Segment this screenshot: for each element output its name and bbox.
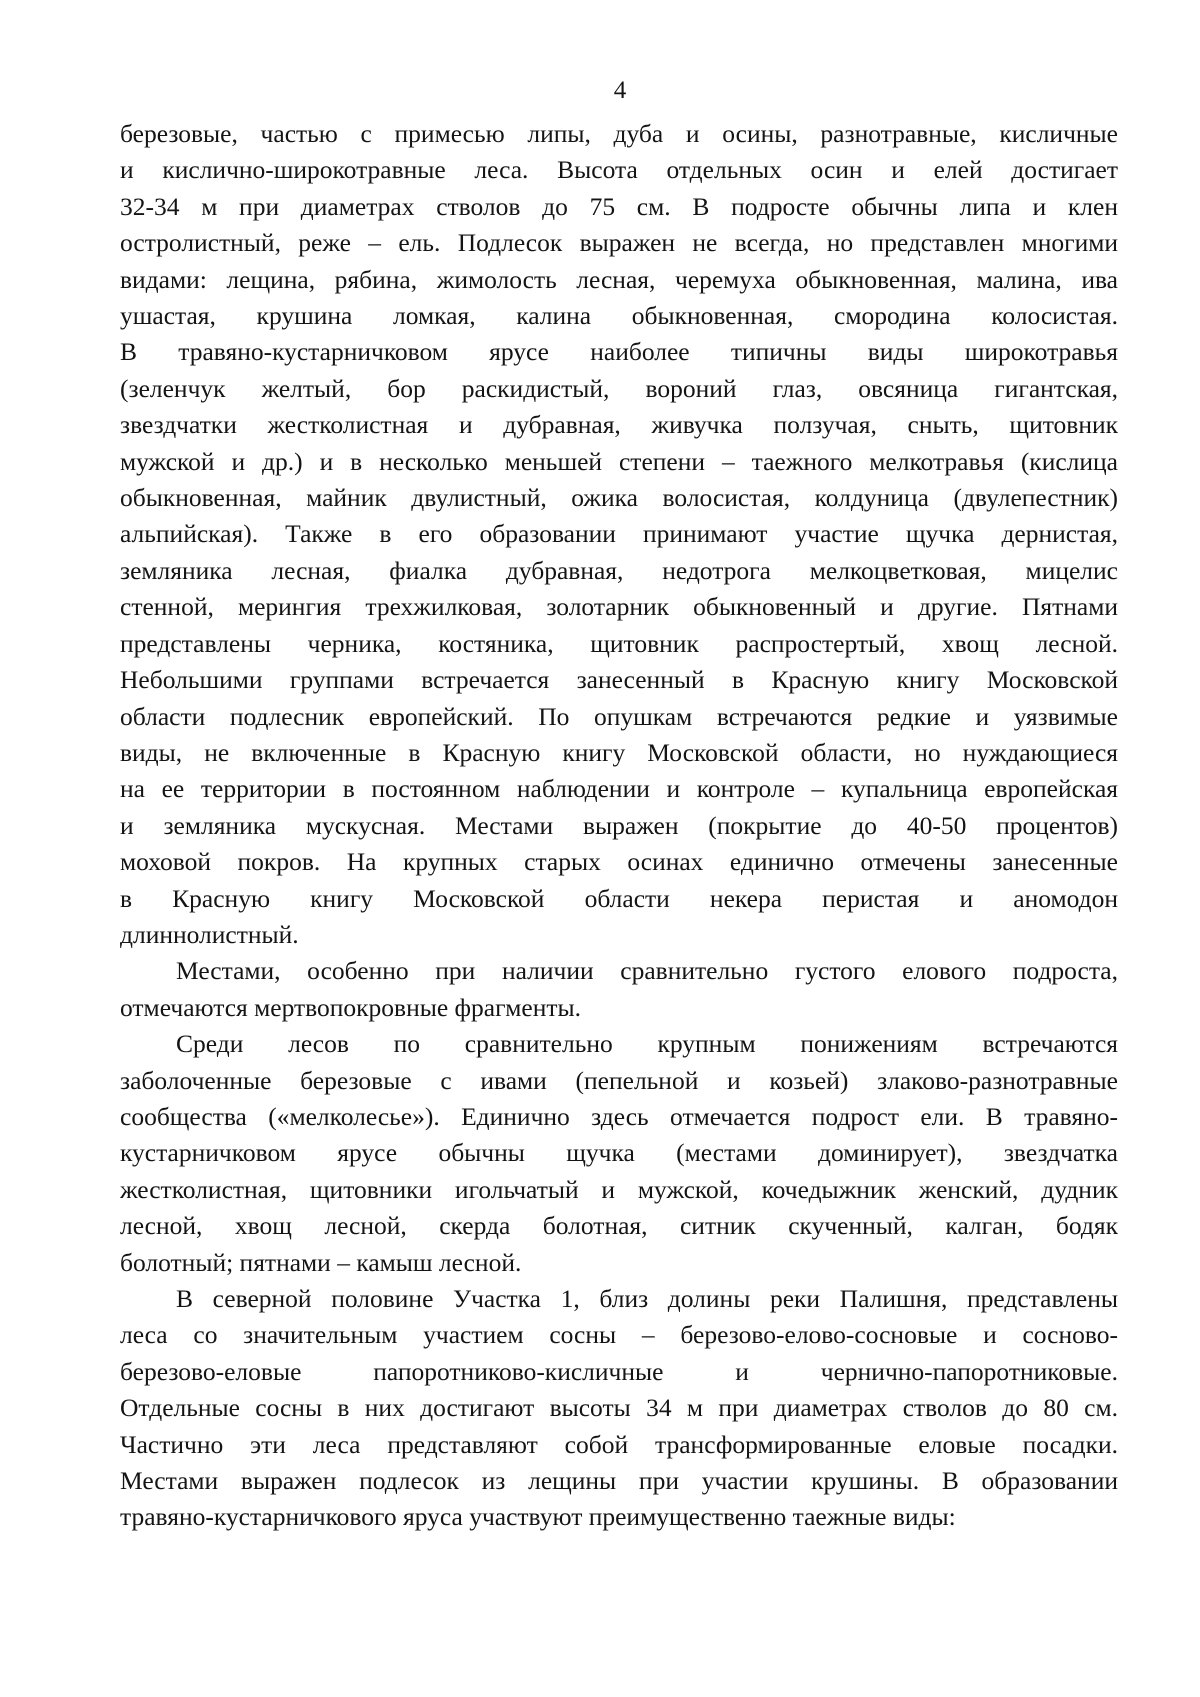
text-line: березово-еловые папоротниково-кисличные и чернично-папоротниковые. <box>120 1356 1118 1386</box>
paragraph <box>120 1026 1118 1281</box>
text-line: и земляника мускусная. Местами выражен (покрытие до 40-50 процентов) <box>120 810 1118 840</box>
text-line: альпийская). Также в его образовании принимают участие щучка дернистая, <box>120 519 1118 549</box>
text-line: 32-34 м при диаметрах стволов до 75 см. В подросте обычны липа и клен <box>120 191 1118 221</box>
text-line: сообщества («мелколесье»). Единично здесь отмечается подрост ели. В травяно- <box>120 1101 1118 1131</box>
paragraph <box>120 953 1118 1026</box>
text-line: леса со значительным участием сосны – березово-елово-сосновые и сосново- <box>120 1320 1118 1350</box>
text-line: области подлесник европейский. По опушкам встречаются редкие и уязвимые <box>120 701 1118 731</box>
text-line: В травяно-кустарничковом ярусе наиболее типичны виды широкотравья <box>120 337 1118 367</box>
text-line: виды, не включенные в Красную книгу Московской области, но нуждающиеся <box>120 737 1118 767</box>
text-line: земляника лесная, фиалка дубравная, недотрога мелкоцветковая, мицелис <box>120 555 1118 585</box>
text-line: Отдельные сосны в них достигают высоты 34 м при диаметрах стволов до 80 см. <box>120 1393 1118 1423</box>
text-line: В северной половине Участка 1, близ долины реки Палишня, представлены <box>176 1284 1118 1313</box>
document-body <box>120 116 1118 1536</box>
text-line: лесной, хвощ лесной, скерда болотная, ситник скученный, калган, бодяк <box>120 1211 1118 1241</box>
text-line: представлены черника, костяника, щитовник распростертый, хвощ лесной. <box>120 628 1118 658</box>
text-line: Частично эти леса представляют собой трансформированные еловые посадки. <box>120 1429 1118 1459</box>
text-line: кустарничковом ярусе обычны щучка (местами доминирует), звездчатка <box>120 1138 1118 1168</box>
text-line: остролистный, реже – ель. Подлесок выражен не всегда, но представлен многими <box>120 228 1118 258</box>
text-line: болотный; пятнами – камыш лесной. <box>120 1247 522 1277</box>
paragraph <box>120 1281 1118 1536</box>
text-line: видами: лещина, рябина, жимолость лесная, черемуха обыкновенная, малина, ива <box>120 264 1118 294</box>
text-line: обыкновенная, майник двулистный, ожика волосистая, колдуница (двулепестник) <box>120 483 1118 513</box>
text-line: березовые, частью с примесью липы, дуба и осины, разнотравные, кисличные <box>120 119 1118 148</box>
text-line: и кислично-широкотравные леса. Высота отдельных осин и елей достигает <box>120 155 1118 185</box>
text-line: Местами выражен подлесок из лещины при участии крушины. В образовании <box>120 1466 1118 1496</box>
text-line: мужской и др.) и в несколько меньшей степени – таежного мелкотравья (кислица <box>120 446 1118 476</box>
text-line: в Красную книгу Московской области некера перистая и аномодон <box>120 883 1118 913</box>
text-line: моховой покров. На крупных старых осинах единично отмечены занесенные <box>120 847 1118 877</box>
text-line: заболоченные березовые с ивами (пепельной и козьей) злаково-разнотравные <box>120 1065 1118 1095</box>
text-line: Небольшими группами встречается занесенный в Красную книгу Московской <box>120 665 1118 695</box>
text-line: (зеленчук желтый, бор раскидистый, вороний глаз, овсяница гигантская, <box>120 373 1118 403</box>
text-line: ушастая, крушина ломкая, калина обыкновенная, смородина колосистая. <box>120 301 1118 331</box>
text-line: длиннолистный. <box>120 919 299 949</box>
text-line: Местами, особенно при наличии сравнительно густого елового подроста, <box>176 956 1118 986</box>
text-line: отмечаются мертвопокровные фрагменты. <box>120 992 582 1022</box>
text-line: Среди лесов по сравнительно крупным понижениям встречаются <box>176 1029 1118 1059</box>
text-line: на ее территории в постоянном наблюдении и контроле – купальница европейская <box>120 774 1118 804</box>
text-line: жестколистная, щитовники игольчатый и мужской, кочедыжник женский, дудник <box>120 1174 1118 1204</box>
page-number: 4 <box>613 77 627 104</box>
text-line: травяно-кустарничкового яруса участвуют преимущественно таежные виды: <box>120 1502 956 1532</box>
text-line: звездчатки жестколистная и дубравная, живучка ползучая, сныть, щитовник <box>120 410 1118 440</box>
paragraph <box>120 116 1118 953</box>
text-line: стенной, мерингия трехжилковая, золотарник обыкновенный и другие. Пятнами <box>120 592 1118 622</box>
